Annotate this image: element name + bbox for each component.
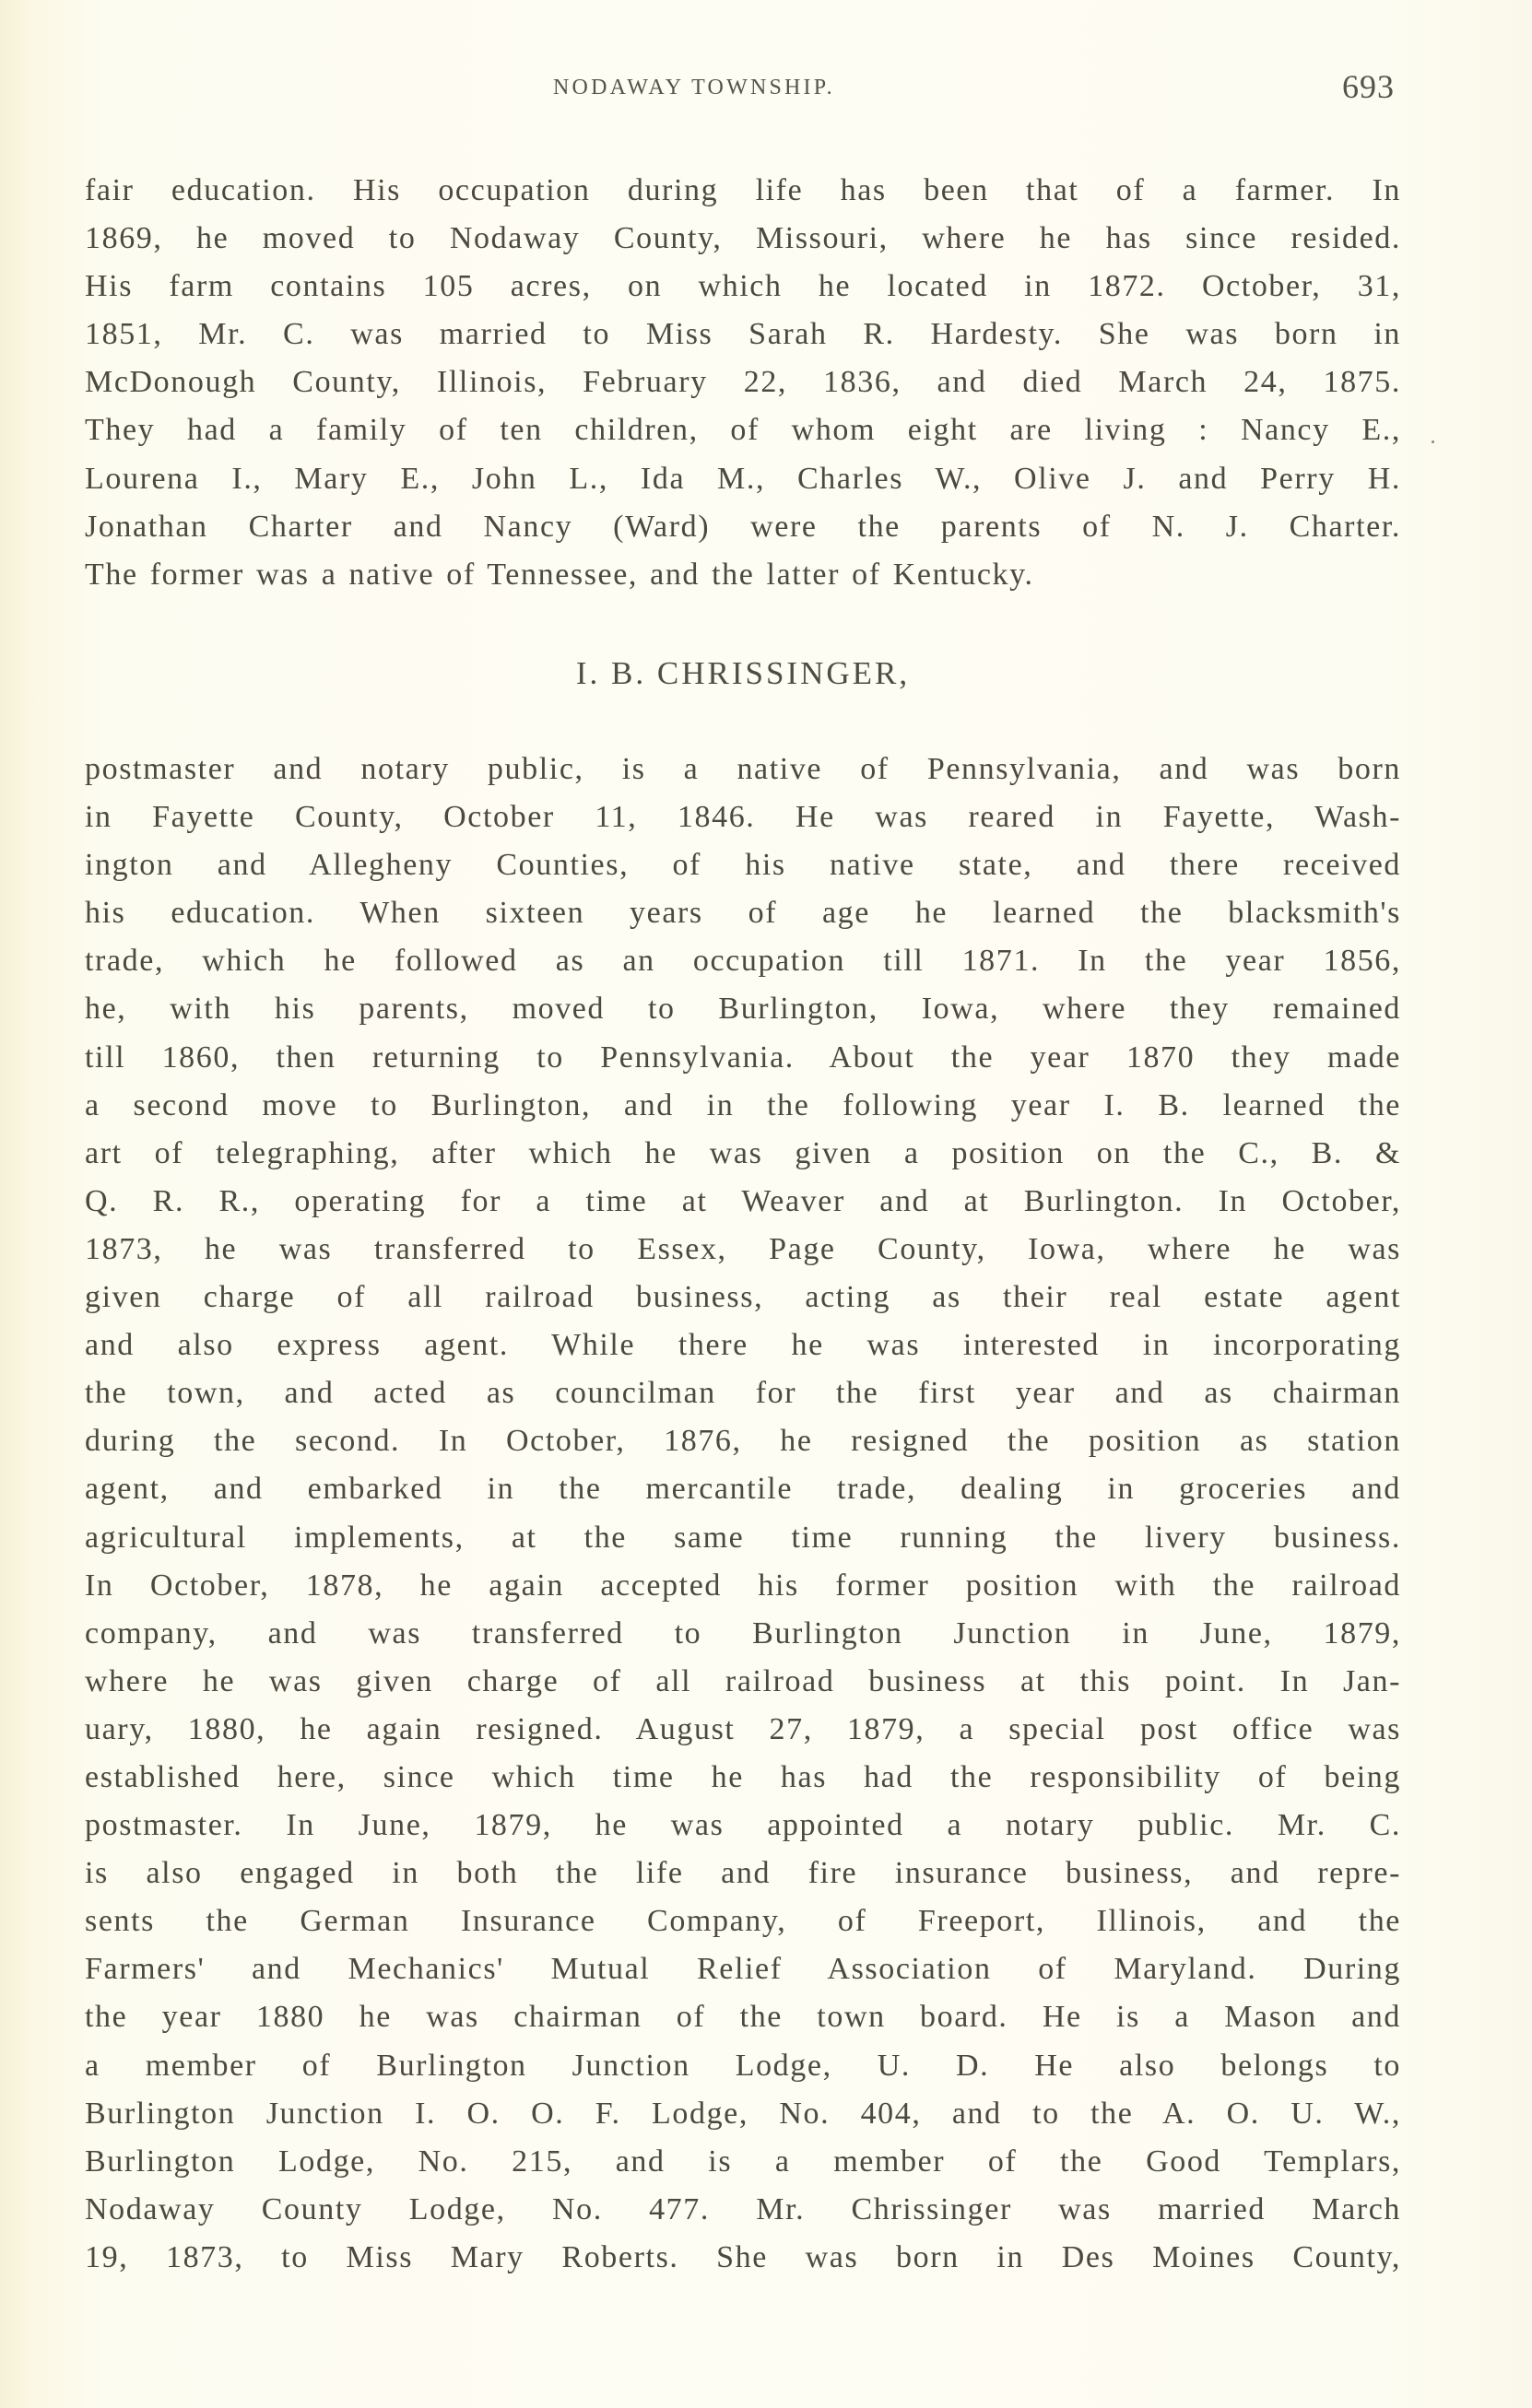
text-line: agricultural implements, at the same time running the livery business. — [85, 1520, 1401, 1555]
text-line: his education. When sixteen years of age he learned the blacksmith's — [85, 896, 1401, 931]
text-line: 1873, he was transferred to Essex, Page County, Iowa, where he was — [85, 1231, 1401, 1266]
section-heading: I. B. CHRISSINGER, — [575, 655, 911, 691]
text-line: They had a family of ten children, of whom eight are living : Nancy E., — [85, 413, 1401, 448]
text-line: a second move to Burlington, and in the following year I. B. learned the — [85, 1087, 1401, 1122]
text-line: The former was a native of Tennessee, and the latter of Kentucky. — [85, 557, 1034, 592]
page-number: 693 — [1342, 68, 1395, 105]
text-line: 1851, Mr. C. was married to Miss Sarah R. Hardesty. She was born in — [85, 317, 1401, 352]
text-line: sents the German Insurance Company, of Freeport, Illinois, and the — [85, 1904, 1401, 1939]
text-line: in Fayette County, October 11, 1846. He was reared in Fayette, Wash- — [85, 800, 1401, 835]
text-line: 1869, he moved to Nodaway County, Missouri, where he has since resided. — [85, 221, 1401, 256]
text-line: Q. R. R., operating for a time at Weaver and at Burlington. In October, — [85, 1183, 1401, 1218]
text-line: and also express agent. While there he was interested in incorporating — [85, 1328, 1401, 1363]
print-speck — [1432, 440, 1434, 443]
text-line: 19, 1873, to Miss Mary Roberts. She was born in Des Moines County, — [85, 2239, 1401, 2274]
text-line: In October, 1878, he again accepted his former position with the railroad — [85, 1568, 1401, 1603]
running-head-title: NODAWAY TOWNSHIP. — [553, 76, 835, 100]
text-line: trade, which he followed as an occupation till 1871. In the year 1856, — [85, 944, 1401, 979]
text-line: art of telegraphing, after which he was given a position on the C., B. & — [85, 1135, 1401, 1170]
paragraph-charter-biography-end — [85, 167, 1401, 599]
text-line: agent, and embarked in the mercantile trade, dealing in groceries and — [85, 1472, 1401, 1507]
text-line: the town, and acted as councilman for the first year and as chairman — [85, 1376, 1401, 1411]
text-line: Burlington Lodge, No. 215, and is a member of the Good Templars, — [85, 2144, 1401, 2179]
text-line: is also engaged in both the life and fire insurance business, and repre- — [85, 1856, 1401, 1891]
text-line: given charge of all railroad business, acting as their real estate agent — [85, 1280, 1401, 1315]
paragraph-chrissinger-biography — [85, 746, 1401, 2282]
text-line: uary, 1880, he again resigned. August 27, 1879, a special post office was — [85, 1711, 1401, 1746]
text-line: postmaster and notary public, is a native of Pennsylvania, and was born — [85, 752, 1401, 786]
text-line: Lourena I., Mary E., John L., Ida M., Charles W., Olive J. and Perry H. — [85, 461, 1401, 496]
text-line: Burlington Junction I. O. O. F. Lodge, No. 404, and to the A. O. U. W., — [85, 2096, 1401, 2131]
text-line: Nodaway County Lodge, No. 477. Mr. Chrissinger was married March — [85, 2191, 1401, 2226]
text-line: a member of Burlington Junction Lodge, U. D. He also belongs to — [85, 2048, 1401, 2083]
text-line: during the second. In October, 1876, he resigned the position as station — [85, 1424, 1401, 1459]
text-line: company, and was transferred to Burlington Junction in June, 1879, — [85, 1615, 1401, 1650]
text-line: where he was given charge of all railroad business at this point. In Jan- — [85, 1663, 1401, 1698]
text-line: he, with his parents, moved to Burlington, Iowa, where they remained — [85, 992, 1401, 1027]
text-line: Farmers' and Mechanics' Mutual Relief Association of Maryland. During — [85, 1952, 1401, 1987]
text-line: Jonathan Charter and Nancy (Ward) were the parents of N. J. Charter. — [85, 509, 1401, 544]
text-line: postmaster. In June, 1879, he was appointed a notary public. Mr. C. — [85, 1808, 1401, 1843]
text-line: the year 1880 he was chairman of the town board. He is a Mason and — [85, 2000, 1401, 2035]
text-line: fair education. His occupation during life has been that of a farmer. In — [85, 173, 1401, 207]
text-line: established here, since which time he has had the responsibility of being — [85, 1759, 1401, 1794]
text-line: ington and Allegheny Counties, of his native state, and there received — [85, 848, 1401, 883]
text-line: till 1860, then returning to Pennsylvania. About the year 1870 they made — [85, 1040, 1401, 1075]
text-line: McDonough County, Illinois, February 22, 1836, and died March 24, 1875. — [85, 365, 1401, 400]
text-line: His farm contains 105 acres, on which he located in 1872. October, 31, — [85, 269, 1401, 304]
